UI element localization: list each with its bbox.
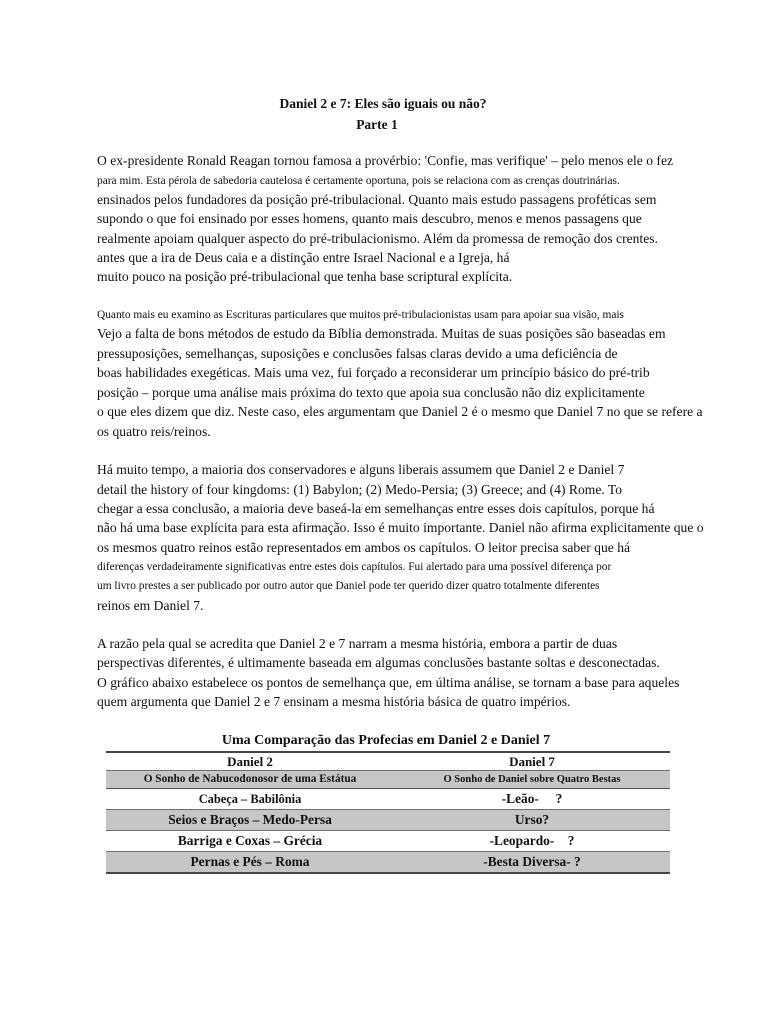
table-cell-left [106, 810, 394, 831]
cell-text: Seios e Braços – Medo-Persa [168, 812, 332, 827]
table-cell-left [106, 789, 394, 810]
cell-text: -Leopardo- ? [489, 833, 575, 848]
cell-text: Cabeça – Babilônia [198, 792, 302, 806]
text-line: boas habilidades exegéticas. Mais uma vez, fui forçado a reconsiderar um princípio básico do pré-trib [97, 365, 650, 380]
text-line: antes que a ira de Deus caia e a distinção entre Israel Nacional e a Igreja, há [97, 250, 510, 265]
text-line: pressuposições, semelhanças, suposições e conclusões falsas claras devido a uma deficiência de [97, 346, 618, 361]
cell-text: Urso? [514, 812, 550, 827]
text-line: Há muito tempo, a maioria dos conservadores e alguns liberais assumem que Daniel 2 e Daniel 7 [97, 462, 625, 477]
document-title: Daniel 2 e 7: Eles são iguais ou não? [279, 96, 487, 111]
cell-text: -Leão- ? [501, 791, 563, 806]
text-line: posição – porque uma análise mais próxima do texto que apoia sua conclusão não diz explicitamente [97, 385, 645, 400]
text-line: perspectivas diferentes, é ultimamente baseada em algumas conclusões bastante soltas e desconectadas. [97, 655, 660, 670]
text-line: não há uma base explícita para esta afirmação. Isso é muito importante. Daniel não afirma explicitamente que o [97, 520, 704, 535]
cell-text: Barriga e Coxas – Grécia [177, 833, 323, 848]
text-line: ensinados pelos fundadores da posição pré-tribulacional. Quanto mais estudo passagens proféticas sem [97, 192, 657, 207]
table-cell-right [394, 810, 670, 831]
text-line: Quanto mais eu examino as Escrituras particulares que muitos pré-tribulacionistas usam para apoiar sua visão, mais [97, 309, 624, 321]
text-line: um livro prestes a ser publicado por outro autor que Daniel pode ter querido dizer quatro totalmente diferentes [97, 580, 600, 592]
table-row [106, 852, 670, 874]
table-cell-left [106, 852, 394, 874]
header-daniel-2: Daniel 2 [106, 752, 394, 771]
text-line: quem argumenta que Daniel 2 e 7 ensinam a mesma história básica de quatro impérios. [97, 694, 571, 709]
text-line: o que eles dizem que diz. Neste caso, eles argumentam que Daniel 2 é o mesmo que Daniel 7 no que se refere a [97, 404, 703, 419]
text-line: para mim. Esta pérola de sabedoria cautelosa é certamente oportuna, pois se relaciona com as crenças doutrinárias. [97, 175, 620, 187]
text-line: Vejo a falta de bons métodos de estudo da Bíblia demonstrada. Muitas de suas posições são baseadas em [97, 326, 666, 341]
subheader-daniel-2: O Sonho de Nabucodonosor de uma Estátua [106, 771, 394, 789]
text-line: reinos em Daniel 7. [97, 598, 204, 613]
text-line: O gráfico abaixo estabelece os pontos de semelhança que, em última análise, se tornam a base para aqueles [97, 675, 680, 690]
table-row [106, 810, 670, 831]
text-line: os quatro reis/reinos. [97, 424, 211, 439]
subheader-daniel-7: O Sonho de Daniel sobre Quatro Bestas [394, 771, 670, 789]
table-header-row [106, 752, 670, 771]
table-cell-right [394, 852, 670, 874]
comparison-table [106, 751, 670, 874]
header-daniel-7: Daniel 7 [394, 752, 670, 771]
text-line: supondo o que foi ensinado por esses homens, quanto mais descubro, menos e menos passagens que [97, 211, 642, 226]
cell-text: Pernas e Pés – Roma [190, 854, 310, 869]
text-line: realmente apoiam qualquer aspecto do pré-tribulacionismo. Além da promessa de remoção dos crentes. [97, 231, 658, 246]
text-line: diferenças verdadeiramente significativas entre estes dois capítulos. Fui alertado para uma possível diferença por [97, 561, 612, 573]
text-line: muito pouco na posição pré-tribulacional que tenha base scriptural explícita. [97, 269, 513, 284]
table-cell-left [106, 831, 394, 852]
text-line: A razão pela qual se acredita que Daniel 2 e 7 narram a mesma história, embora a partir de duas [97, 636, 618, 651]
text-line: chegar a essa conclusão, a maioria deve baseá-la em semelhanças entre esses dois capítulos, porque há [97, 501, 655, 516]
text-line: detail the history of four kingdoms: (1) Babylon; (2) Medo-Persia; (3) Greece; and (4) Rome. To [97, 482, 623, 497]
comparison-table-title: Uma Comparação das Profecias em Daniel 2 e Daniel 7 [221, 733, 551, 748]
table-cell-right [394, 789, 670, 810]
document-subtitle: Parte 1 [356, 117, 398, 132]
table-cell-right [394, 831, 670, 852]
text-line: O ex-presidente Ronald Reagan tornou famosa a provérbio: 'Confie, mas verifique' – pelo menos ele o fez [97, 153, 674, 168]
table-row [106, 831, 670, 852]
table-subheader-row [106, 771, 670, 789]
cell-text: -Besta Diversa- ? [483, 854, 581, 869]
table-row [106, 789, 670, 810]
text-line: os mesmos quatro reinos estão representados em ambos os capítulos. O leitor precisa saber que há [97, 540, 631, 555]
